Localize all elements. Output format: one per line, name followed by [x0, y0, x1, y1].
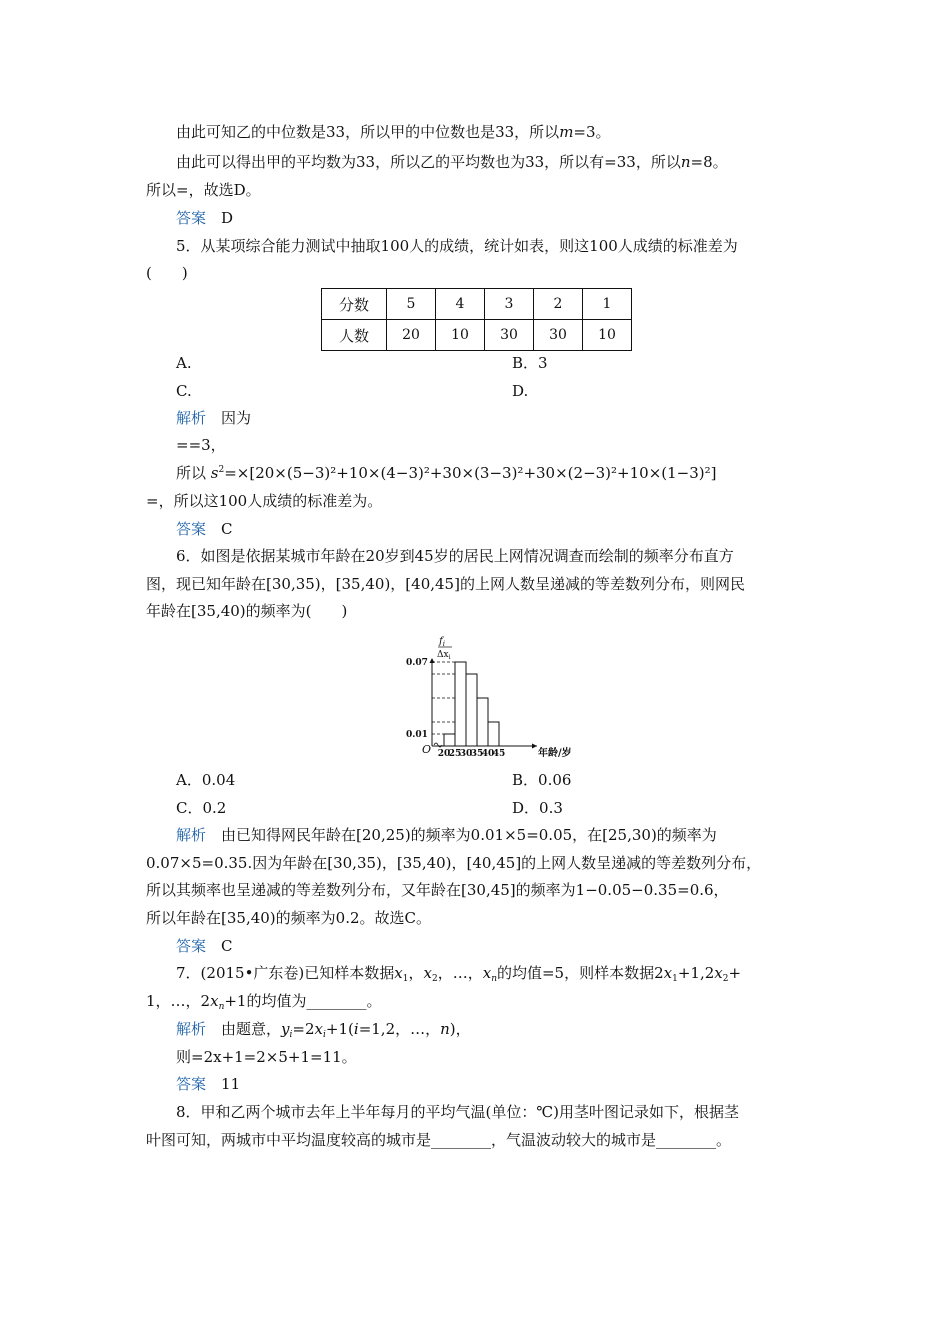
analysis-line: 解析 由题意，$y_i=2x_i+1(i=1,2$，…，n)，: [176, 1020, 471, 1040]
y-label-top: $f_i$: [439, 636, 445, 648]
text-line: 由此可以得出甲的平均数为33，所以乙的平均数也为33，所以有=33，所以n=8。: [176, 153, 728, 171]
option-b: B．3: [512, 354, 548, 372]
answer-line: [176, 936, 233, 956]
origin-label: O: [422, 743, 432, 756]
histogram-bar: [444, 734, 455, 746]
table-cell: 20: [387, 320, 436, 351]
x-tick-label: 20: [437, 749, 451, 759]
table-cell: 1: [583, 289, 632, 320]
question-6-stem: 6．如图是依据某城市年龄在20岁到45岁的居民上网情况调查而绘制的频率分布直方: [176, 547, 734, 565]
analysis-line: 解析 因为: [176, 409, 252, 427]
text-line: 所以=，故选D。: [146, 181, 261, 199]
histogram-bar: [455, 662, 466, 746]
table-row: [322, 289, 632, 320]
answer-value: C: [221, 937, 233, 955]
analysis-line: 所以 $s^2=\times[20\times(5-3)^2+10\times(4-3)^2+30\times(3-3)^2+30\times(2-3)^2+10\times(1-3)^2]$: [176, 464, 717, 482]
y-tick-label: 0.07: [406, 658, 428, 668]
question-7-stem: 7．(2015•广东卷)已知样本数据$x_1$，$x_2$，…，$x_n$的均值=5，则样本数据$2x_1+1,2x_2+$: [176, 964, 742, 984]
x-tick-label: 25: [448, 749, 462, 759]
frequency-histogram: [402, 632, 602, 762]
table-cell: 5: [387, 289, 436, 320]
y-label-bottom: $\Delta x_i$: [437, 650, 451, 661]
analysis-label: 解析: [176, 1020, 207, 1038]
table-cell: 2: [534, 289, 583, 320]
analysis-line: =，所以这100人成绩的标准差为。: [146, 492, 383, 510]
answer-value: D: [221, 209, 234, 227]
text-line: 由此可知乙的中位数是33，所以甲的中位数也是33，所以m=3。: [176, 123, 611, 141]
answer-line: [176, 208, 233, 228]
histogram-bar: [477, 698, 488, 746]
table-row: [322, 320, 632, 351]
answer-label: 答案: [176, 1075, 207, 1093]
question-8-stem: 叶图可知，两城市中平均温度较高的城市是________，气温波动较大的城市是________。: [146, 1131, 732, 1149]
answer-value: 11: [221, 1075, 241, 1093]
option-d: D．0.3: [512, 799, 563, 817]
answer-label: 答案: [176, 209, 207, 227]
question-6-stem: 图，现已知年龄在[30,35)，[35,40)，[40,45]的上网人数呈递减的等差数列分布，则网民: [146, 575, 745, 593]
analysis-label: 解析: [176, 826, 207, 844]
table-cell: 3: [485, 289, 534, 320]
option-c: C.: [176, 382, 192, 400]
option-a: A.: [176, 354, 192, 372]
answer-line: [176, 1074, 240, 1094]
table-cell: 人数: [322, 320, 387, 351]
analysis-line: 则=2x+1=2×5+1=11。: [176, 1048, 357, 1066]
table-cell: 30: [485, 320, 534, 351]
option-c: C．0.2: [176, 799, 227, 817]
option-b: B．0.06: [512, 771, 572, 789]
table-cell: 30: [534, 320, 583, 351]
analysis-line: 所以其频率也呈递减的等差数列分布，又年龄在[30,45]的频率为1−0.05−0.35=0.6，: [146, 881, 729, 899]
option-d: D.: [512, 382, 529, 400]
histogram-bar: [466, 674, 477, 746]
x-axis-arrow: [532, 744, 537, 749]
question-5-stem: 5．从某项综合能力测试中抽取100人的成绩，统计如表，则这100人成绩的标准差为: [176, 237, 738, 255]
score-table: [321, 288, 632, 351]
y-tick-label: 0.01: [406, 730, 428, 740]
answer-line: [176, 519, 233, 539]
question-6-stem: 年龄在[35,40)的频率为( ): [146, 602, 348, 620]
table-cell: 10: [583, 320, 632, 351]
analysis-line: ==3，: [176, 436, 226, 454]
x-tick-label: 30: [459, 749, 473, 759]
analysis-line: 解析 由已知得网民年龄在[20,25)的频率为0.01×5=0.05，在[25,30)的频率为: [176, 826, 717, 844]
table-cell: 分数: [322, 289, 387, 320]
table-cell: 4: [436, 289, 485, 320]
x-axis-label: 年龄/岁: [538, 748, 572, 759]
question-5-stem-blank: ( ): [146, 264, 188, 282]
analysis-label: 解析: [176, 409, 207, 427]
answer-label: 答案: [176, 520, 207, 538]
x-tick-label: 45: [492, 749, 506, 759]
answer-value: C: [221, 520, 233, 538]
x-tick-label: 35: [470, 749, 484, 759]
option-a: A．0.04: [176, 771, 236, 789]
analysis-line: 所以年龄在[35,40)的频率为0.2。故选C。: [146, 909, 431, 927]
question-7-stem: 1，…，$2x_n+1$的均值为________。: [146, 992, 382, 1012]
analysis-line: 0.07×5=0.35.因为年龄在[30,35)，[35,40)，[40,45]的上网人数呈递减的等差数列分布，: [146, 854, 762, 872]
question-8-stem: 8．甲和乙两个城市去年上半年每月的平均气温(单位：℃)用茎叶图记录如下，根据茎: [176, 1103, 740, 1121]
table-cell: 10: [436, 320, 485, 351]
answer-label: 答案: [176, 937, 207, 955]
histogram-bar: [488, 722, 499, 746]
x-tick-label: 40: [481, 749, 495, 759]
